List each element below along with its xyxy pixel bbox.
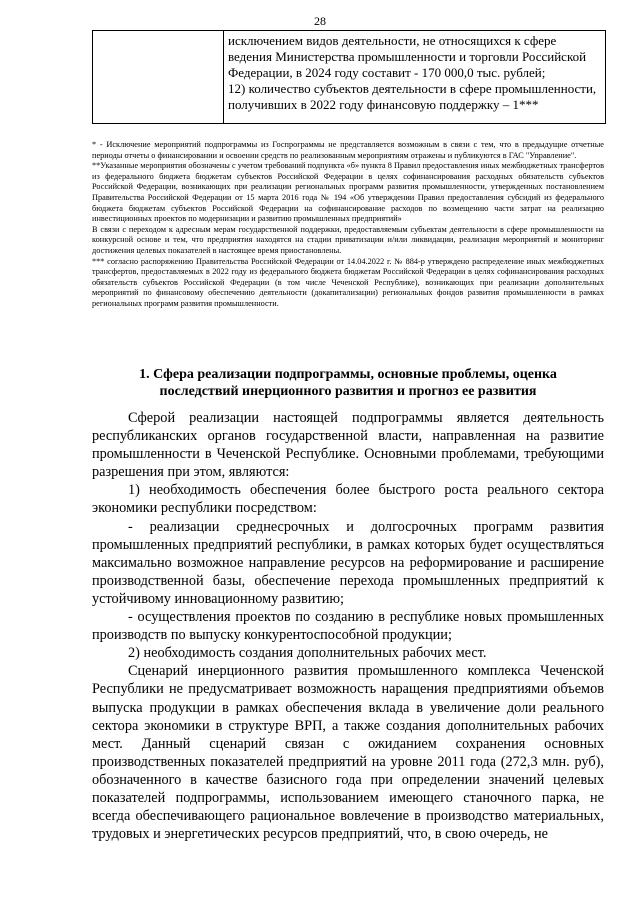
- footnote: В связи с переходом к адресным мерам государственной поддержки, предоставляемым субъектам деятельности в сфере промышленности на конкурсной основе и тем, что предприятия находятся на стадии приватизации и/или ликвидации, реализация мероприятий и мониторинг достижения целевых показателей в настоящее время приостановлены.: [92, 224, 604, 255]
- table-cell-empty: [93, 31, 224, 123]
- footnote: **Указанные мероприятия обозначены с учетом требований подпункта «б» пункта 8 Правил предоставления иных межбюджетных трансфертов из федерального бюджета бюджетам субъектов Российской Федерации в целях софинансирования расходных обязательств субъектов Российской Федерации, возникающих при реализации региональных программ развития промышленности, утвержденных постановлением Правительства Российской Федерации от 15 марта 2016 года № 194 «Об утверждении Правил предоставления субсидий из федерального бюджета бюджетам субъектов Российской Федерации на софинансирование расходов по возмещению части затрат на реализацию инвестиционных проектов по модернизации и развитию промышленных предприятий»: [92, 161, 604, 224]
- paragraph: Сферой реализации настоящей подпрограммы является деятельность республиканских органов государственной власти, направленная на развитие промышленности в Чеченской Республике. Основными проблемами, требующими разрешения при этом, являются:: [92, 410, 604, 481]
- page-number: 28: [314, 14, 326, 28]
- table-line: исключением видов деятельности, не относящихся к сфере: [228, 33, 557, 48]
- table-line: ведения Министерства промышленности и торговли Российской: [228, 49, 587, 64]
- table-line: получивших в 2022 году финансовую поддержку – 1***: [228, 97, 539, 112]
- table-line: Федерации, в 2024 году составит - 170 000,0 тыс. рублей;: [228, 65, 546, 80]
- section-title: [92, 366, 604, 400]
- section-title-line: 1. Сфера реализации подпрограммы, основные проблемы, оценка: [139, 367, 557, 382]
- indicators-table: [92, 30, 606, 124]
- table-line: 12) количество субъектов деятельности в сфере промышленности,: [228, 81, 597, 96]
- paragraph: 1) необходимость обеспечения более быстрого роста реального сектора экономики республики посредством:: [92, 482, 604, 517]
- paragraph: 2) необходимость создания дополнительных рабочих мест.: [128, 645, 487, 662]
- paragraph: Сценарий инерционного развития промышленного комплекса Чеченской Республики не предусматривает возможность наращения предприятиями объемов выпуска продукции в рамках обеспечения вклада в увеличение доли реального сектора экономики в структуре ВРП, а также создания дополнительных рабочих мест. Данный сценарий связан с ожиданием сохранения основных производственных показателей предприятий на уровне 2011 года (272,3 млн. руб), обозначенного в качестве базисного года при определении значений целевых показателей подпрограммы, использованием имеющего станочного парка, не всегда обеспечивающего рациональное вовлечение в производство материальных, трудовых и энергетических ресурсов предприятий, что, в свою очередь, не: [92, 663, 604, 843]
- table-cell-text: [224, 31, 605, 123]
- footnote: * - Исключение мероприятий подпрограммы из Госпрограммы не представляется возможным в связи с тем, что в предыдущие отчетные периоды отчеты о финансировании и освоении средств по реализованным мероприятиям отражены и публикуются в ГАС "Управление".: [92, 140, 604, 160]
- footnote: *** согласно распоряжению Правительства Российской Федерации от 14.04.2022 г. № 884-р утверждено распределение иных межбюджетных трансфертов, предоставляемых в 2022 году из федерального бюджета бюджетам Российской Федерации в целях софинансирования расходных обязательств субъектов Российской Федерации (в том числе Чеченской Республике), возникающих при реализации дополнительных мероприятий по финансовому обеспечению деятельности (докапитализации) региональных фондов развития промышленности в рамках региональных программ развития промышленности.: [92, 256, 604, 308]
- paragraph: - осуществления проектов по созданию в республике новых промышленных производств по выпуску конкурентоспособной продукции;: [92, 609, 604, 644]
- footnotes: [92, 140, 604, 310]
- body-text: [92, 409, 604, 843]
- paragraph: - реализации среднесрочных и долгосрочных программ развития промышленных предприятий республики, в рамках которых будет осуществляться максимально возможное направление ресурсов на реформирование и расширение производственной базы, обеспечение перехода промышленных предприятий к устойчивому инновационному развитию;: [92, 518, 604, 607]
- section-title-line: последствий инерционного развития и прогноз ее развития: [159, 384, 537, 399]
